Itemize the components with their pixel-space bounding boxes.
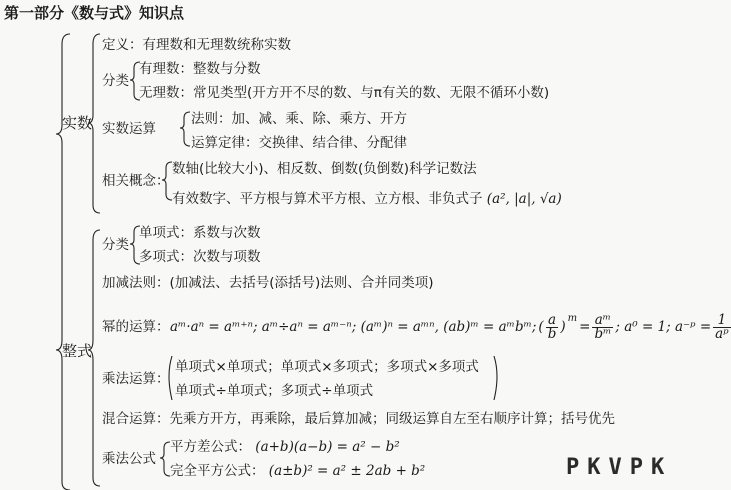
mult-right-paren bbox=[494, 356, 497, 400]
related-line-1: 数轴(比较大小)、相反数、倒数(负倒数)科学记数法 bbox=[172, 161, 477, 177]
formula-label: 乘法公式 bbox=[102, 451, 156, 467]
power-frac-close: ) bbox=[560, 319, 566, 335]
power-frac-rhs-den: bᵐ bbox=[594, 325, 612, 342]
power-zero: ; a⁰ = 1; a⁻ᵖ = bbox=[615, 319, 712, 335]
real-ops-brace bbox=[180, 112, 190, 146]
formula-2-math: (a±b)² = a² ± 2ab + b² bbox=[268, 463, 426, 479]
formula-2-text: 完全平方公式： bbox=[170, 463, 265, 479]
formula-1-math: (a+b)(a−b) = a² − b² bbox=[255, 439, 400, 455]
page-title: 第一部分《数与式》知识点 bbox=[4, 4, 185, 22]
power-frac-rhs-num: aᵐ bbox=[592, 314, 613, 328]
power-neg-frac bbox=[713, 311, 730, 342]
formula-1-text: 平方差公式： bbox=[170, 439, 251, 455]
main-brace bbox=[56, 34, 70, 490]
power-frac-num: a bbox=[546, 314, 559, 328]
real-ops-label: 实数运算 bbox=[102, 121, 156, 137]
power-formulas: aᵐ·aⁿ = aᵐ⁺ⁿ; aᵐ÷aⁿ = aᵐ⁻ⁿ; (aᵐ)ⁿ = aᵐⁿ, (ab)ᵐ = aᵐbᵐ; bbox=[170, 319, 537, 335]
real-rational: 有理数：整数与分数 bbox=[139, 61, 261, 77]
power-frac-den: b bbox=[547, 325, 557, 342]
power-frac-rhs bbox=[592, 311, 613, 342]
real-ops-rules: 法则：加、减、乘、除、乘方、开方 bbox=[191, 111, 407, 127]
power-frac-open: ( bbox=[538, 319, 544, 335]
power-frac-exp: m bbox=[567, 313, 578, 324]
integral-polynomial: 多项式：次数与项数 bbox=[139, 249, 261, 265]
related-label: 相关概念： bbox=[102, 173, 170, 189]
power-frac bbox=[546, 311, 559, 342]
integral-addsub: 加减法则：(加减法、去括号(添括号)法则、合并同类项) bbox=[102, 275, 434, 291]
formula-1 bbox=[170, 438, 400, 456]
real-classify-label: 分类 bbox=[102, 73, 129, 89]
integral-monomial: 单项式：系数与次数 bbox=[139, 225, 261, 241]
mult-label: 乘法运算： bbox=[102, 371, 170, 387]
power-neg-den: aᵖ bbox=[715, 325, 729, 342]
mult-line-1: 单项式×单项式；单项式×多项式；多项式×多项式 bbox=[175, 359, 479, 375]
integral-classify-label: 分类 bbox=[102, 237, 129, 253]
real-label: 实数 bbox=[62, 114, 93, 132]
integral-label: 整式 bbox=[62, 342, 93, 360]
real-ops-laws: 运算定律：交换律、结合律、分配律 bbox=[191, 135, 407, 151]
formula-brace bbox=[160, 442, 170, 476]
power-eq: = bbox=[579, 319, 591, 335]
power-formulas-row bbox=[170, 306, 731, 348]
power-label: 幂的运算： bbox=[102, 319, 170, 335]
mixed-ops: 混合运算：先乘方开方，再乘除，最后算加减；同级运算自左至右顺序计算；括号优先 bbox=[102, 411, 615, 427]
power-neg-num: 1 bbox=[713, 314, 730, 328]
watermark: PKVPK bbox=[566, 455, 673, 480]
real-irrational: 无理数：常见类型(开方开不尽的数、与π有关的数、无限不循环小数) bbox=[139, 85, 550, 101]
related-line-2-math: (a², |a|, √a) bbox=[486, 191, 562, 207]
real-definition: 定义：有理数和无理数统称实数 bbox=[102, 37, 291, 53]
related-line-2 bbox=[172, 190, 562, 208]
formula-2 bbox=[170, 462, 425, 480]
related-line-2-text: 有效数字、平方根与算术平方根、立方根、非负式子 bbox=[172, 191, 483, 207]
mult-line-2: 单项式÷单项式；多项式÷单项式 bbox=[175, 383, 374, 399]
